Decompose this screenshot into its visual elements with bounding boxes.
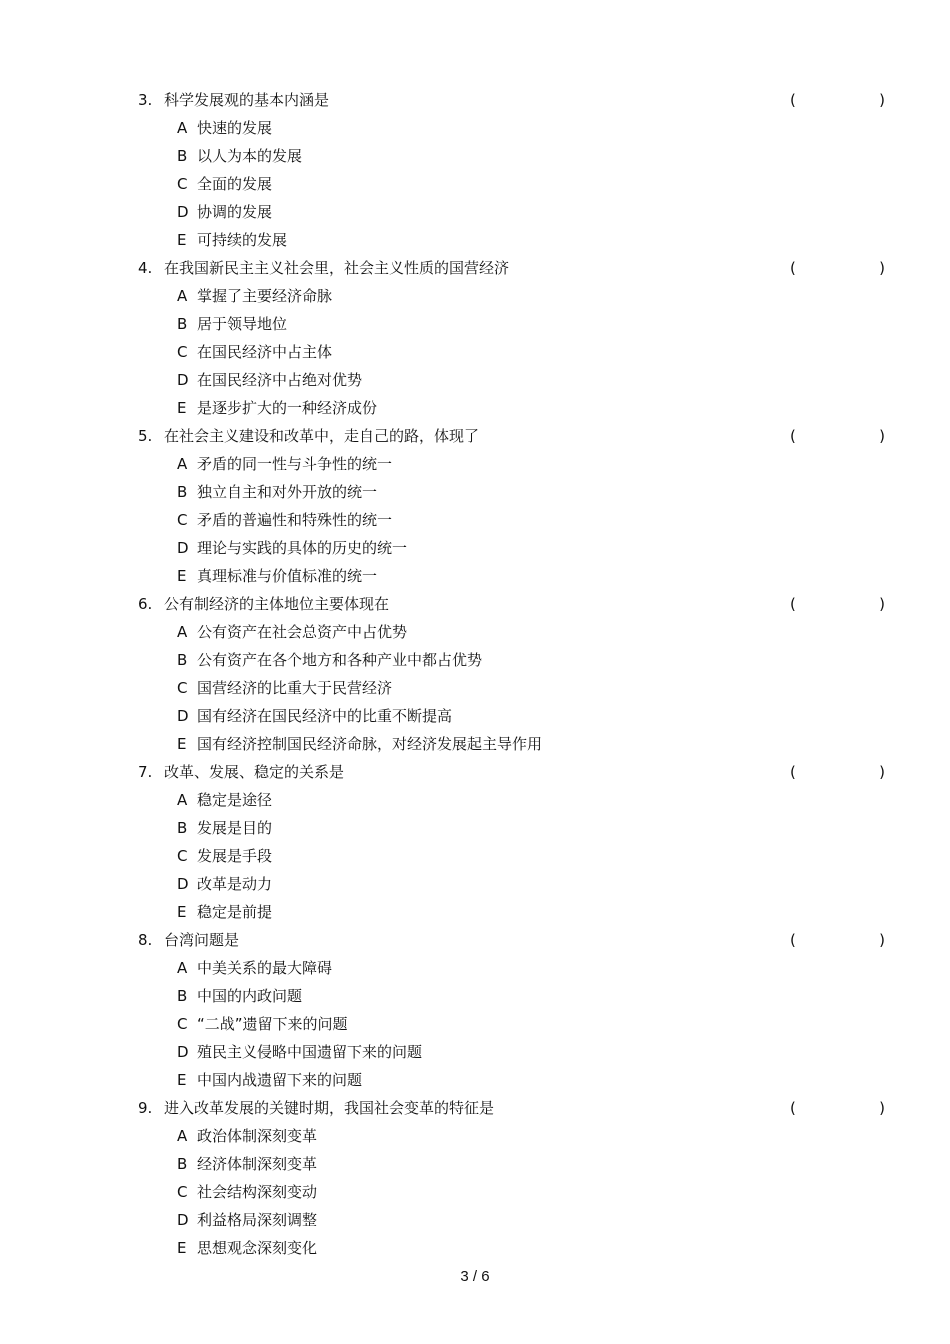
question-text: 在我国新民主主义社会里，社会主义性质的国营经济 bbox=[164, 259, 510, 277]
option-text: 快速的发展 bbox=[197, 119, 273, 137]
option-letter: D bbox=[177, 707, 189, 725]
option-item bbox=[138, 534, 888, 562]
question-number: 4. bbox=[138, 259, 153, 277]
answer-paren-close: ) bbox=[879, 595, 885, 613]
option-item bbox=[138, 842, 888, 870]
option-text: 在国民经济中占绝对优势 bbox=[197, 371, 363, 389]
option-item bbox=[138, 1178, 888, 1206]
answer-paren-open: ( bbox=[790, 1099, 796, 1117]
option-letter: B bbox=[177, 147, 188, 165]
option-item bbox=[138, 1010, 888, 1038]
option-text: 中美关系的最大障碍 bbox=[197, 959, 333, 977]
option-text: 全面的发展 bbox=[197, 175, 273, 193]
option-item bbox=[138, 1206, 888, 1234]
answer-paren-open: ( bbox=[790, 91, 796, 109]
question-stem bbox=[138, 86, 888, 114]
option-item bbox=[138, 170, 888, 198]
option-item bbox=[138, 814, 888, 842]
answer-paren-open: ( bbox=[790, 427, 796, 445]
option-item bbox=[138, 114, 888, 142]
option-text: 利益格局深刻调整 bbox=[197, 1211, 318, 1229]
option-item bbox=[138, 226, 888, 254]
question-number: 5. bbox=[138, 427, 153, 445]
question-number: 8. bbox=[138, 931, 153, 949]
option-text: 矛盾的普遍性和特殊性的统一 bbox=[197, 511, 393, 529]
option-text: 国有经济控制国民经济命脉，对经济发展起主导作用 bbox=[197, 735, 543, 753]
option-letter: E bbox=[177, 231, 187, 249]
option-item bbox=[138, 338, 888, 366]
option-item bbox=[138, 1066, 888, 1094]
answer-paren-close: ) bbox=[879, 931, 885, 949]
option-letter: C bbox=[177, 175, 188, 193]
option-item bbox=[138, 1038, 888, 1066]
option-text: 真理标准与价值标准的统一 bbox=[197, 567, 378, 585]
option-letter: C bbox=[177, 511, 188, 529]
question-stem bbox=[138, 422, 888, 450]
question-text: 进入改革发展的关键时期，我国社会变革的特征是 bbox=[164, 1099, 495, 1117]
option-letter: E bbox=[177, 1239, 187, 1257]
question-number: 6. bbox=[138, 595, 153, 613]
option-letter: B bbox=[177, 483, 188, 501]
option-text: 可持续的发展 bbox=[197, 231, 288, 249]
question-text: 在社会主义建设和改革中，走自己的路，体现了 bbox=[164, 427, 480, 445]
option-letter: B bbox=[177, 1155, 188, 1173]
option-text: 独立自主和对外开放的统一 bbox=[197, 483, 378, 501]
option-item bbox=[138, 394, 888, 422]
answer-paren-open: ( bbox=[790, 259, 796, 277]
option-letter: E bbox=[177, 567, 187, 585]
option-item bbox=[138, 1122, 888, 1150]
option-item bbox=[138, 646, 888, 674]
option-item bbox=[138, 870, 888, 898]
option-text: 殖民主义侵略中国遗留下来的问题 bbox=[197, 1043, 423, 1061]
option-letter: C bbox=[177, 1015, 188, 1033]
option-item bbox=[138, 310, 888, 338]
question-text: 公有制经济的主体地位主要体现在 bbox=[164, 595, 390, 613]
page-number: 3 / 6 bbox=[460, 1268, 490, 1285]
question-stem bbox=[138, 590, 888, 618]
option-text: 发展是手段 bbox=[197, 847, 273, 865]
option-letter: D bbox=[177, 1043, 189, 1061]
option-item bbox=[138, 562, 888, 590]
option-letter: A bbox=[177, 623, 188, 641]
option-text: 公有资产在各个地方和各种产业中都占优势 bbox=[197, 651, 483, 669]
question-list bbox=[138, 86, 888, 1262]
option-item bbox=[138, 366, 888, 394]
question-stem bbox=[138, 758, 888, 786]
option-letter: B bbox=[177, 651, 188, 669]
question-text: 改革、发展、稳定的关系是 bbox=[164, 763, 345, 781]
option-text: 中国内战遗留下来的问题 bbox=[197, 1071, 363, 1089]
option-text: 是逐步扩大的一种经济成份 bbox=[197, 399, 378, 417]
answer-paren-close: ) bbox=[879, 1099, 885, 1117]
option-letter: C bbox=[177, 847, 188, 865]
option-text: 社会结构深刻变动 bbox=[197, 1183, 318, 1201]
option-letter: E bbox=[177, 399, 187, 417]
answer-paren-open: ( bbox=[790, 931, 796, 949]
option-letter: C bbox=[177, 679, 188, 697]
option-text: 国营经济的比重大于民营经济 bbox=[197, 679, 393, 697]
question-text: 台湾问题是 bbox=[164, 931, 240, 949]
option-text: 矛盾的同一性与斗争性的统一 bbox=[197, 455, 393, 473]
option-item bbox=[138, 702, 888, 730]
option-item bbox=[138, 674, 888, 702]
answer-paren-open: ( bbox=[790, 763, 796, 781]
option-text: 在国民经济中占主体 bbox=[197, 343, 333, 361]
option-item bbox=[138, 198, 888, 226]
option-item bbox=[138, 1234, 888, 1262]
option-text: 稳定是途径 bbox=[197, 791, 273, 809]
question-stem bbox=[138, 926, 888, 954]
option-text: 思想观念深刻变化 bbox=[197, 1239, 318, 1257]
option-text: 协调的发展 bbox=[197, 203, 273, 221]
option-item bbox=[138, 954, 888, 982]
option-text: 改革是动力 bbox=[197, 875, 273, 893]
option-item bbox=[138, 618, 888, 646]
option-letter: E bbox=[177, 735, 187, 753]
answer-paren-close: ) bbox=[879, 763, 885, 781]
option-item bbox=[138, 478, 888, 506]
answer-paren-close: ) bbox=[879, 259, 885, 277]
option-item bbox=[138, 450, 888, 478]
option-item bbox=[138, 898, 888, 926]
option-letter: A bbox=[177, 455, 188, 473]
option-text: 掌握了主要经济命脉 bbox=[197, 287, 333, 305]
option-letter: D bbox=[177, 539, 189, 557]
option-text: 国有经济在国民经济中的比重不断提高 bbox=[197, 707, 453, 725]
question-stem bbox=[138, 1094, 888, 1122]
option-letter: B bbox=[177, 315, 188, 333]
answer-paren-open: ( bbox=[790, 595, 796, 613]
option-text: 政治体制深刻变革 bbox=[197, 1127, 318, 1145]
option-text: 以人为本的发展 bbox=[197, 147, 303, 165]
option-text: 经济体制深刻变革 bbox=[197, 1155, 318, 1173]
option-letter: D bbox=[177, 371, 189, 389]
option-letter: A bbox=[177, 791, 188, 809]
option-letter: E bbox=[177, 1071, 187, 1089]
option-item bbox=[138, 730, 888, 758]
option-letter: B bbox=[177, 819, 188, 837]
option-letter: D bbox=[177, 203, 189, 221]
option-letter: D bbox=[177, 875, 189, 893]
option-text: 发展是目的 bbox=[197, 819, 273, 837]
option-letter: A bbox=[177, 959, 188, 977]
option-text: “二战”遗留下来的问题 bbox=[197, 1015, 348, 1033]
answer-paren-close: ) bbox=[879, 427, 885, 445]
option-letter: C bbox=[177, 1183, 188, 1201]
question-stem bbox=[138, 254, 888, 282]
question-number: 7. bbox=[138, 763, 153, 781]
option-item bbox=[138, 786, 888, 814]
option-item bbox=[138, 506, 888, 534]
option-text: 中国的内政问题 bbox=[197, 987, 303, 1005]
option-letter: A bbox=[177, 119, 188, 137]
option-item bbox=[138, 142, 888, 170]
option-item bbox=[138, 282, 888, 310]
question-number: 3. bbox=[138, 91, 153, 109]
option-letter: A bbox=[177, 1127, 188, 1145]
option-letter: C bbox=[177, 343, 188, 361]
question-number: 9. bbox=[138, 1099, 153, 1117]
option-text: 理论与实践的具体的历史的统一 bbox=[197, 539, 408, 557]
answer-paren-close: ) bbox=[879, 91, 885, 109]
option-item bbox=[138, 1150, 888, 1178]
option-letter: E bbox=[177, 903, 187, 921]
question-text: 科学发展观的基本内涵是 bbox=[164, 91, 330, 109]
option-item bbox=[138, 982, 888, 1010]
option-text: 居于领导地位 bbox=[197, 315, 288, 333]
option-text: 公有资产在社会总资产中占优势 bbox=[197, 623, 408, 641]
option-text: 稳定是前提 bbox=[197, 903, 273, 921]
option-letter: D bbox=[177, 1211, 189, 1229]
option-letter: A bbox=[177, 287, 188, 305]
option-letter: B bbox=[177, 987, 188, 1005]
